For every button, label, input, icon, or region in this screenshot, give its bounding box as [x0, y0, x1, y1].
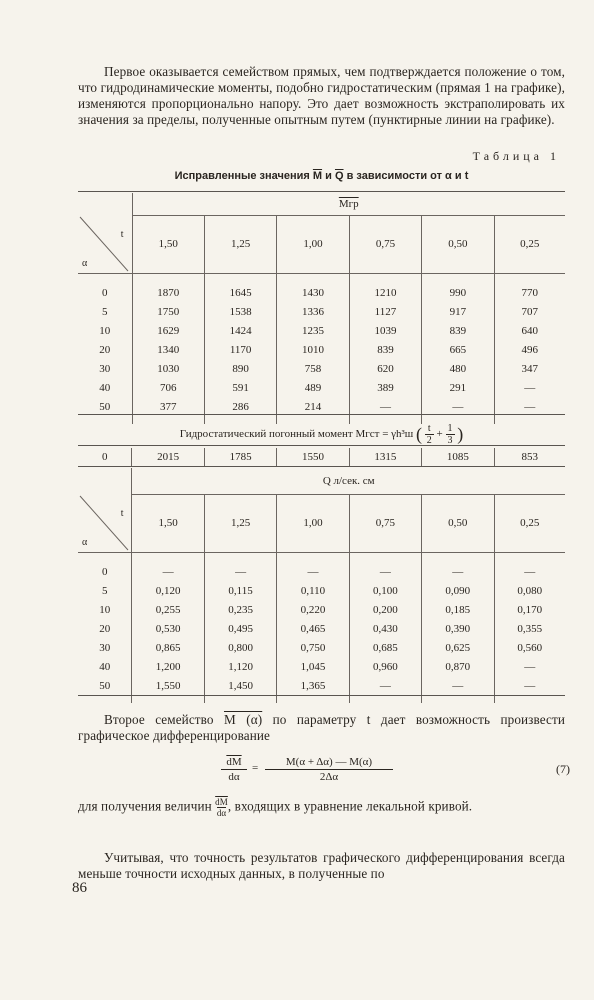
table2-col-header: 1,50 — [132, 494, 204, 552]
table2-row — [78, 638, 565, 657]
table1-value-cell: 214 — [277, 397, 349, 416]
table1-value-cell: 990 — [422, 283, 494, 302]
table1-row — [78, 302, 565, 321]
table2-value-cell: 1,450 — [204, 676, 276, 695]
table2-value-cell: 0,115 — [204, 581, 276, 600]
caption-alpha: α — [445, 170, 452, 182]
table-label: Таблица 1 — [472, 149, 560, 163]
table2-col-header: 1,25 — [204, 494, 276, 552]
table1-value-cell: 640 — [494, 321, 565, 340]
table2-value-cell: 0,090 — [422, 581, 494, 600]
table2-alpha-cell: 30 — [99, 641, 111, 654]
caption-t: t — [464, 170, 469, 182]
hydro-value: 1550 — [277, 448, 349, 466]
hydro-fraction1-den: 2 — [426, 435, 432, 446]
table1-value-cell: 620 — [349, 359, 421, 378]
table2-value-cell: 0,080 — [494, 581, 565, 600]
caption-symbol-q: $\overline{Q}$ — [334, 170, 344, 182]
hydro-value: 1085 — [422, 448, 494, 466]
table-q — [78, 468, 565, 703]
table1-col-header: 0,50 — [422, 215, 494, 273]
table2-value-cell: 0,100 — [349, 581, 421, 600]
table2-value-cell: 0,560 — [494, 638, 565, 657]
table2-value-cell: — — [494, 657, 565, 676]
hydro-value: 2015 — [132, 448, 204, 466]
table2-value-cell: 0,430 — [349, 619, 421, 638]
table2-value-cell: 1,200 — [132, 657, 204, 676]
table1-value-cell: 1870 — [132, 283, 204, 302]
paragraph-accuracy: Учитывая, что точность результатов графического дифференцирования всегда меньше точности исходных данных, в полученные по — [78, 850, 565, 881]
table2-value-cell: 1,550 — [132, 676, 204, 695]
table1-alpha-cell: 40 — [99, 381, 111, 394]
table2-value-cell: 0,255 — [132, 600, 204, 619]
table1-value-cell: 1336 — [277, 302, 349, 321]
table1-alpha-cell: 20 — [99, 343, 111, 356]
formula-7 — [220, 755, 570, 791]
inline-fraction-den: dα — [216, 808, 227, 818]
table2-value-cell: — — [422, 562, 494, 581]
table2-alpha-cell: 10 — [99, 603, 111, 616]
hydro-bottom-rule — [78, 466, 565, 467]
table2-row — [78, 562, 565, 581]
table2-value-cell: 0,120 — [132, 581, 204, 600]
table1-value-cell: 1538 — [204, 302, 276, 321]
table2-value-cell: — — [204, 562, 276, 581]
table1-value-cell: 1127 — [349, 302, 421, 321]
table1-row — [78, 283, 565, 302]
table2-value-cell: — — [349, 676, 421, 695]
table1-value-cell: 591 — [204, 378, 276, 397]
table1-value-cell: 291 — [422, 378, 494, 397]
paragraph-intro: Первое оказывается семейством прямых, чем подтверждается положение о том, что гидродинамические моменты, подобно гидростатическим (прямая 1 на графике), изменяются пропорционально напору. Это дает возможность экстраполировать их значения за пределы, полученные опытным путем (пунктирные линии на графике). — [78, 64, 565, 127]
table2-row — [78, 581, 565, 600]
table1-value-cell: 1424 — [204, 321, 276, 340]
table1-value-cell: 758 — [277, 359, 349, 378]
paragraph-second-family — [78, 712, 565, 744]
table1-value-cell: — — [422, 397, 494, 416]
table2-value-cell: 0,750 — [277, 638, 349, 657]
table1-alpha-cell: 5 — [102, 305, 108, 318]
table1-col-header: 0,75 — [349, 215, 421, 273]
table1-value-cell: 839 — [349, 340, 421, 359]
formula-number: (7) — [556, 762, 570, 776]
table2-value-cell: 1,365 — [277, 676, 349, 695]
hydro-value: 853 — [494, 448, 565, 466]
table1-corner — [78, 215, 132, 273]
table1-value-cell: 347 — [494, 359, 565, 378]
table2-value-cell: 1,120 — [204, 657, 276, 676]
table1-value-cell: 496 — [494, 340, 565, 359]
formula-equals: = — [252, 762, 259, 774]
table2-value-cell: 0,870 — [422, 657, 494, 676]
table2-value-cell: — — [422, 676, 494, 695]
table2-value-cell: 0,800 — [204, 638, 276, 657]
table2-corner — [78, 494, 132, 552]
table1-value-cell: 286 — [204, 397, 276, 416]
table1-value-cell: 1235 — [277, 321, 349, 340]
table2-value-cell: 0,960 — [349, 657, 421, 676]
table1-value-cell: 1210 — [349, 283, 421, 302]
table2-alpha-cell: 5 — [101, 584, 108, 597]
table2-value-cell: 0,220 — [277, 600, 349, 619]
caption-i: и — [454, 170, 462, 182]
table1-value-cell: 1170 — [204, 340, 276, 359]
table2-value-cell: 0,625 — [422, 638, 494, 657]
table1-value-cell: 890 — [204, 359, 276, 378]
table2-value-cell: 0,865 — [132, 638, 204, 657]
table1-bottom-rule — [78, 414, 565, 415]
table1-value-cell: 1030 — [132, 359, 204, 378]
formula-lhs-den: dα — [221, 769, 247, 784]
p2-text-b: по параметру t дает возможность произвести графическое дифференцирование — [78, 712, 565, 743]
table1-value-cell: 1629 — [132, 321, 204, 340]
table2-value-cell: — — [349, 562, 421, 581]
table2-row — [78, 657, 565, 676]
table1-value-cell: 665 — [422, 340, 494, 359]
table2-bottom-rule — [78, 695, 565, 696]
caption-symbol-m: $\overline{M}$ — [312, 170, 323, 182]
hydro-fraction2-den: 3 — [447, 435, 453, 446]
table1-value-cell: 1010 — [277, 340, 349, 359]
table1-alpha-cell: 30 — [99, 362, 111, 375]
table2-value-cell: 0,200 — [349, 600, 421, 619]
table2-group-header: Q л/сек. см — [132, 468, 565, 494]
table1-row — [78, 378, 565, 397]
p2-text-a: Второе семейство — [104, 712, 214, 727]
table1-value-cell: 377 — [132, 397, 204, 416]
table1-col-header: 0,25 — [494, 215, 565, 273]
hydro-fraction1-num: t — [427, 423, 431, 434]
table2-row — [78, 676, 565, 695]
table2-alpha-cell: 50 — [99, 679, 111, 692]
inline-fraction-num: $\overline{dM}$ — [215, 797, 228, 807]
table2-value-cell: 0,390 — [422, 619, 494, 638]
table2-value-cell: 0,530 — [132, 619, 204, 638]
table2-corner-t: t — [120, 508, 124, 519]
formula-rhs-num: M(α + Δα) — M(α) — [285, 756, 373, 768]
p3-text-b: , входящих в уравнение лекальной кривой. — [227, 798, 473, 814]
table2-alpha-cell: 40 — [99, 660, 111, 673]
table2-value-cell: 0,465 — [277, 619, 349, 638]
table1-row — [78, 340, 565, 359]
table1-alpha-cell: 0 — [102, 286, 108, 299]
table1-top-rule — [78, 191, 565, 192]
table1-value-cell: 917 — [422, 302, 494, 321]
table2-value-cell: 0,685 — [349, 638, 421, 657]
table1-value-cell: 707 — [494, 302, 565, 321]
hydro-value: 1785 — [204, 448, 276, 466]
hydro-value: 1315 — [349, 448, 421, 466]
table2-col-header: 0,25 — [494, 494, 565, 552]
formula-rhs-den: 2Δα — [265, 769, 393, 784]
table1-value-cell: 480 — [422, 359, 494, 378]
table2-col-header: 1,00 — [277, 494, 349, 552]
hydrostatic-caption-text: Гидростатический погонный момент Mгст = γh³ш — [179, 428, 414, 441]
table2-value-cell: — — [132, 562, 204, 581]
table1-corner-alpha: α — [82, 257, 88, 269]
hydrostatic-caption: Гидростатический погонный момент Mгст = γh³ш ( $\frac{t}{2} + \frac{1}{3}$ ) — [179, 423, 464, 446]
table1-alpha-cell: 10 — [99, 324, 111, 337]
hydro-plus: + — [436, 428, 443, 441]
table2-alpha-cell: 20 — [99, 622, 111, 635]
table2-value-cell: — — [277, 562, 349, 581]
table1-row — [78, 359, 565, 378]
table1-value-cell: 1750 — [132, 302, 204, 321]
table2-value-cell: 0,185 — [422, 600, 494, 619]
hydro-top-rule — [78, 445, 565, 446]
table1-value-cell: 770 — [494, 283, 565, 302]
table1-value-cell: 706 — [132, 378, 204, 397]
formula-lhs-num: $\overline{dM}$ — [226, 756, 242, 768]
caption-and: и — [325, 170, 332, 182]
hydrostatic-row — [78, 448, 565, 466]
table1-value-cell: 489 — [277, 378, 349, 397]
p2-function: M (α) — [223, 712, 263, 727]
table-m — [78, 193, 565, 424]
table2-row — [78, 619, 565, 638]
table2-value-cell: — — [494, 562, 565, 581]
table1-value-cell: 1039 — [349, 321, 421, 340]
table1-corner-t: t — [120, 229, 124, 240]
table1-value-cell: 839 — [422, 321, 494, 340]
table2-col-header: 0,50 — [422, 494, 494, 552]
p3-text-a: для получения величин — [78, 798, 212, 814]
table2-row — [78, 600, 565, 619]
hydro-fraction2-num: 1 — [447, 423, 453, 434]
table1-value-cell: 1340 — [132, 340, 204, 359]
table1-col-header: 1,50 — [132, 215, 204, 273]
table1-group-header: Mгр — [132, 193, 565, 215]
table1-value-cell: — — [494, 378, 565, 397]
table2-col-header: 0,75 — [349, 494, 421, 552]
table1-col-header: 1,00 — [277, 215, 349, 273]
table2-value-cell: 1,045 — [277, 657, 349, 676]
table2-value-cell: — — [494, 676, 565, 695]
table2-corner-alpha: α — [82, 536, 88, 548]
table2-alpha-cell: 0 — [101, 565, 108, 578]
table2-value-cell: 0,110 — [277, 581, 349, 600]
table2-value-cell: 0,235 — [204, 600, 276, 619]
table2-value-cell: 0,355 — [494, 619, 565, 638]
caption-text-a: Исправленные значения — [174, 170, 310, 182]
table2-value-cell: 0,495 — [204, 619, 276, 638]
table1-value-cell: 1430 — [277, 283, 349, 302]
table1-value-cell: — — [349, 397, 421, 416]
table1-alpha-cell: 50 — [99, 400, 111, 413]
table1-value-cell: 389 — [349, 378, 421, 397]
table2-value-cell: 0,170 — [494, 600, 565, 619]
page-number: 86 — [72, 880, 87, 896]
table-caption — [78, 170, 565, 182]
paragraph-derivative — [78, 797, 565, 818]
caption-text-b: в зависимости от — [346, 170, 442, 182]
table1-row — [78, 321, 565, 340]
table1-col-header: 1,25 — [204, 215, 276, 273]
hydro-alpha: 0 — [101, 451, 108, 463]
table1-value-cell: 1645 — [204, 283, 276, 302]
table1-value-cell: — — [494, 397, 565, 416]
